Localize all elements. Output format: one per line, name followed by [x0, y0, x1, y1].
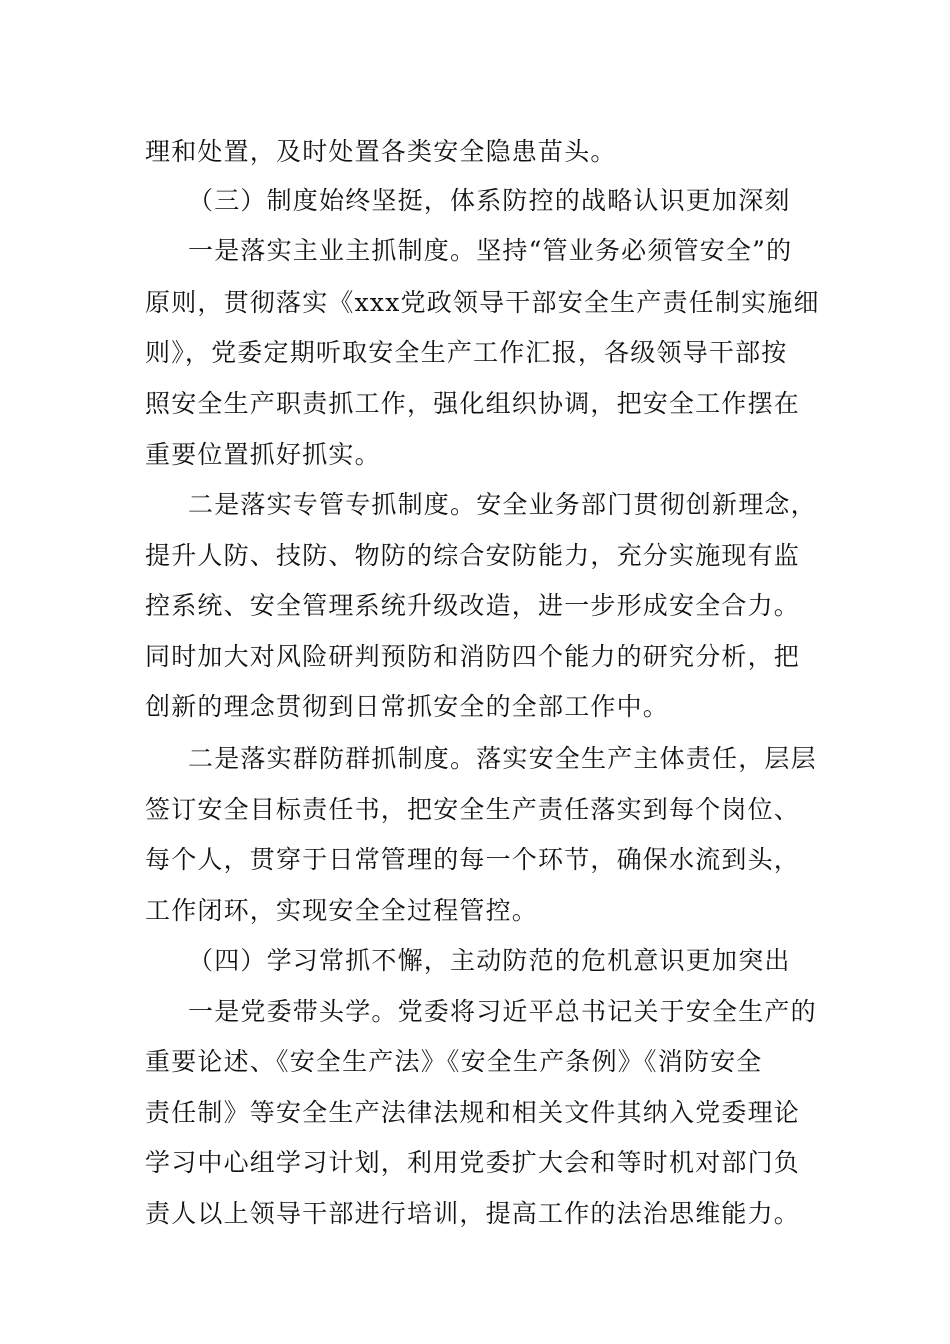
text-line: 责任制》等安全生产法律法规和相关文件其纳入党委理论: [145, 1098, 801, 1127]
text-line: 照安全生产职责抓工作，强化组织协调，把安全工作摆在: [145, 389, 801, 418]
text-line: 工作闭环，实现安全全过程管控。: [145, 896, 539, 925]
section-heading: （四）学习常抓不懈，主动防范的危机意识更加突出: [188, 946, 791, 975]
text-line: 控系统、安全管理系统升级改造，进一步形成安全合力。: [145, 591, 801, 620]
text-line: 学习中心组学习计划，利用党委扩大会和等时机对部门负: [145, 1148, 801, 1177]
text-line: 重要论述、《安全生产法》《安全生产条例》《消防安全: [145, 1047, 763, 1076]
text-line: 一是落实主业主抓制度。坚持“管业务必须管安全”的: [188, 236, 793, 265]
text-line: 一是党委带头学。党委将习近平总书记关于安全生产的: [188, 997, 817, 1026]
text-line: 则》，党委定期听取安全生产工作汇报，各级领导干部按: [145, 338, 788, 367]
text-line: 同时加大对风险研判预防和消防四个能力的研究分析，把: [145, 642, 801, 671]
text-line: 提升人防、技防、物防的综合安防能力，充分实施现有监: [145, 541, 801, 570]
text-line: 签订安全目标责任书，把安全生产责任落实到每个岗位、: [145, 795, 801, 824]
section-heading: （三）制度始终坚挺，体系防控的战略认识更加深刻: [188, 186, 791, 215]
text-line: 原则，贯彻落实《xxx党政领导干部安全生产责任制实施细: [145, 288, 820, 317]
text-line: 创新的理念贯彻到日常抓安全的全部工作中。: [145, 692, 670, 721]
text-line: 理和处置，及时处置各类安全隐患苗头。: [145, 137, 617, 166]
text-line: 责人以上领导干部进行培训，提高工作的法治思维能力。: [145, 1199, 801, 1228]
text-line: 每个人，贯穿于日常管理的每一个环节，确保水流到头，: [145, 845, 801, 874]
text-line: 二是落实专管专抓制度。安全业务部门贯彻创新理念，: [188, 490, 817, 519]
text-line: 重要位置抓好抓实。: [145, 440, 381, 469]
text-line: 二是落实群防群抓制度。落实安全生产主体责任，层层: [188, 744, 817, 773]
